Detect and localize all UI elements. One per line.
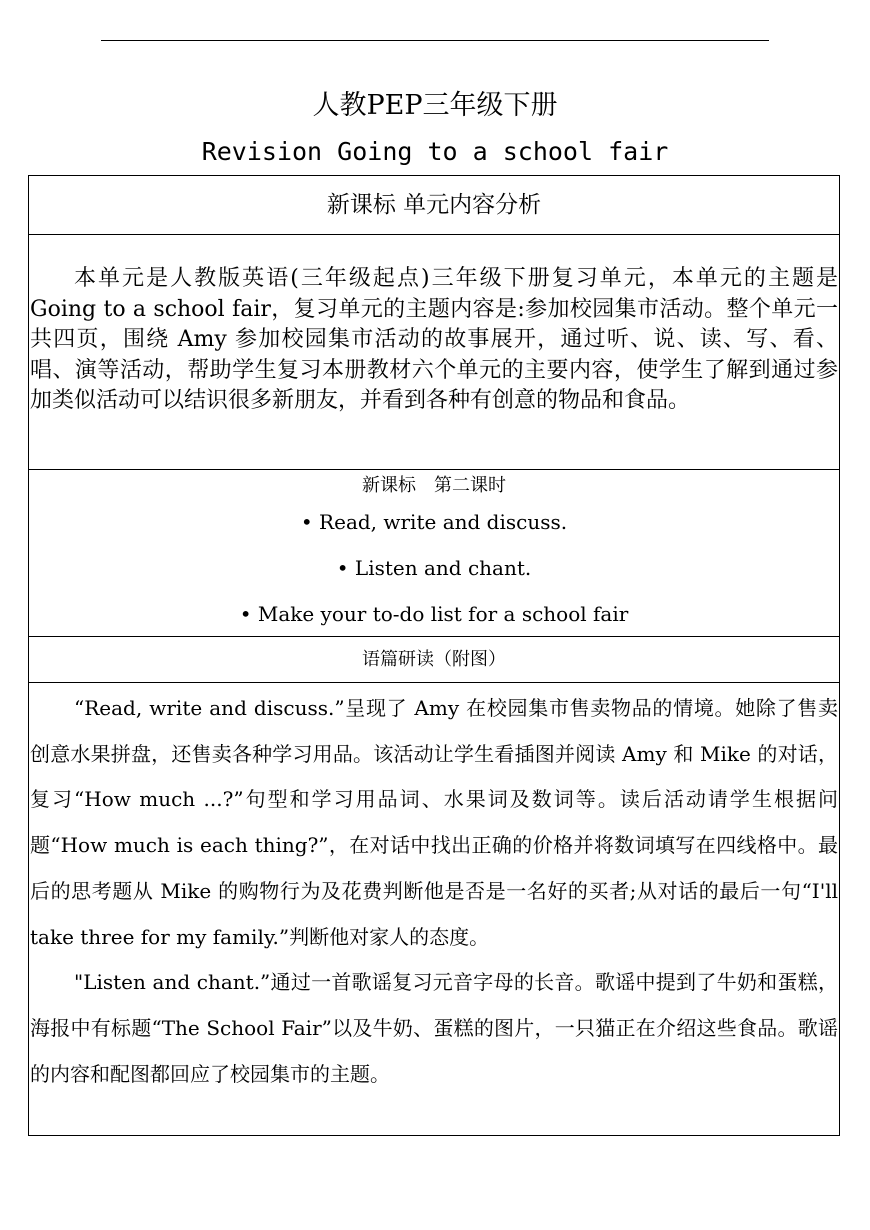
text-study-paragraph: “Read, write and discuss.”呈现了 Amy 在校园集市售卖物品的情境。她除了售卖创意水果拼盘，还售卖各种学习用品。该活动让学生看插图并阅读 Amy 和 Mike 的对话，复习“How much ...?”句型和学习用品词、水果词及数词等。读后活动请学生根据问题“How much is each thing?”，在对话中找出正确的价格并将数词填写在四线格中。最后的思考题从 Mike 的购物行为及花费判断他是否是一名好的买者;从对话的最后一句“I'll take three for my family.”判断他对家人的态度。 xyxy=(30,696,838,949)
table-row-text-study-body xyxy=(29,682,839,1136)
unit-analysis-text: 本单元是人教版英语(三年级起点)三年级下册复习单元，本单元的主题是 Going to a school fair，复习单元的主题内容是:参加校园集市活动。整个单元一共四页，围绕 Amy 参加校园集市活动的故事展开，通过听、说、读、写、看、唱、演等活动，帮助学生复习本册教材六个单元的主要内容，使学生了解到通过参加类似活动可以结识很多新朋友，并看到各种有创意的物品和食品。 xyxy=(30,266,838,413)
lesson-two-heading: 新课标 第二课时 xyxy=(362,475,506,496)
lesson-activity-item: • Make your to-do list for a school fair xyxy=(239,602,629,626)
header-rule xyxy=(101,40,769,41)
unit-analysis-heading: 新课标 单元内容分析 xyxy=(326,192,542,218)
document-title: 人教PEP三年级下册 xyxy=(312,90,558,121)
table-row-unit-analysis-heading xyxy=(29,176,839,234)
table-row-text-study-heading xyxy=(29,636,839,682)
content-table xyxy=(28,175,840,1136)
lesson-activity-item: • Read, write and discuss. xyxy=(300,510,568,534)
text-study-heading: 语篇研读（附图） xyxy=(362,649,506,670)
lesson-activity-item: • Listen and chant. xyxy=(336,556,532,580)
table-row-lesson-two xyxy=(29,469,839,636)
lesson-title: Revision Going to a school fair xyxy=(201,137,669,166)
text-study-paragraph: "Listen and chant.”通过一首歌谣复习元音字母的长音。歌谣中提到了牛奶和蛋糕，海报中有标题“The School Fair”以及牛奶、蛋糕的图片，一只猫正在介绍这些食品。歌谣的内容和配图都回应了校园集市的主题。 xyxy=(30,970,838,1086)
table-row-unit-analysis-body xyxy=(29,234,839,469)
